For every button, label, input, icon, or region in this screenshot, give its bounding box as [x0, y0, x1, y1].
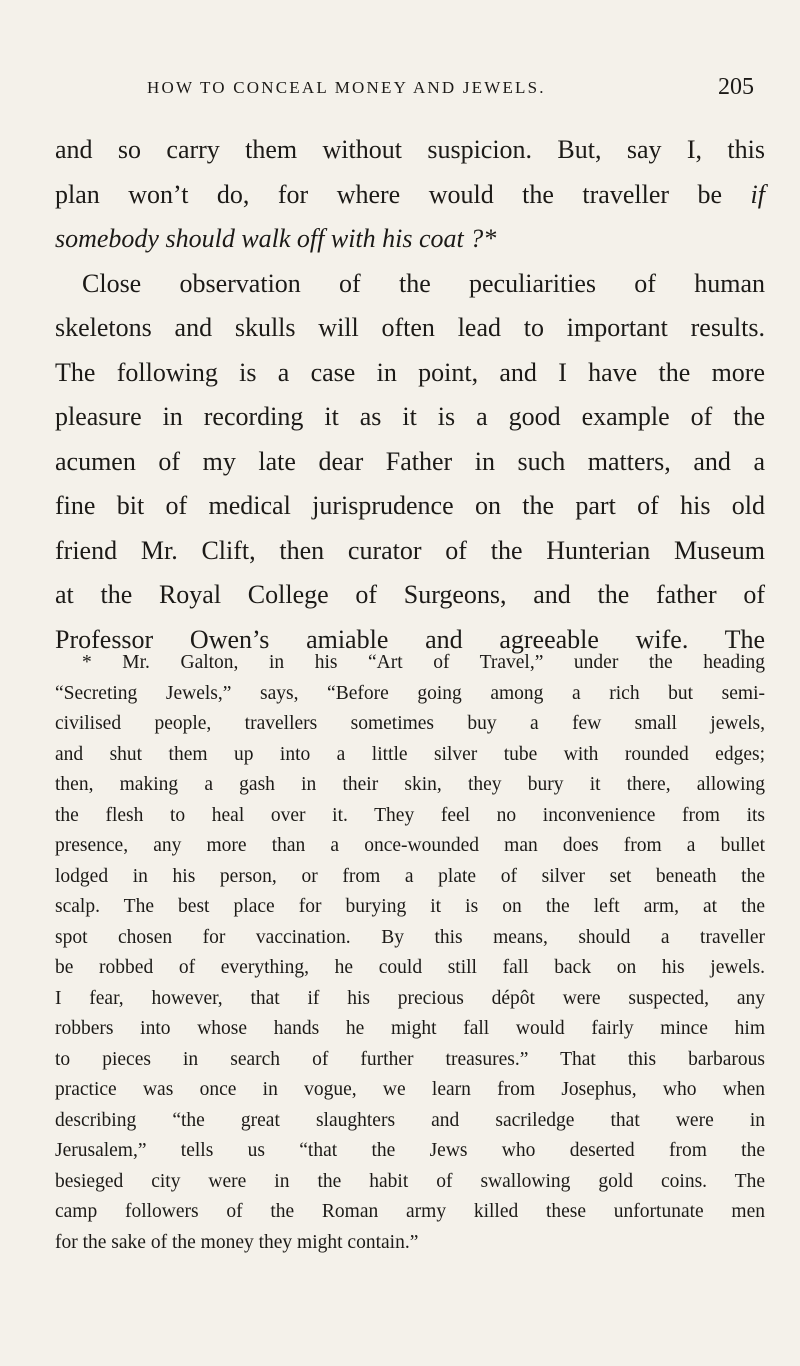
text-span: plan won’t do, for where would the traveller be	[55, 179, 723, 209]
footnote-line: I fear, however, that if his precious dépôt were suspected, any	[55, 987, 765, 1009]
footnote-line: to pieces in search of further treasures.” That this barbarous	[55, 1048, 765, 1070]
footnote-line: * Mr. Galton, in his “Art of Travel,” under the heading	[82, 652, 765, 673]
main-text	[55, 128, 765, 662]
text-line: pleasure in recording it as it is a good example of the	[55, 402, 765, 431]
footnote-line: scalp. The best place for burying it is on the left arm, at the	[55, 896, 765, 917]
text-line: at the Royal College of Surgeons, and the father of	[55, 580, 765, 609]
text-line: acumen of my late dear Father in such matters, and a	[55, 446, 765, 476]
footnote-line: camp followers of the Roman army killed these unfortunate men	[55, 1201, 765, 1222]
text-line: The following is a case in point, and I have the more	[55, 357, 765, 387]
text-line: Professor Owen’s amiable and agreeable wife. The	[55, 624, 765, 654]
running-title: HOW TO CONCEAL MONEY AND JEWELS.	[147, 78, 546, 97]
footnote-line: civilised people, travellers sometimes buy a few small jewels,	[55, 713, 765, 734]
footnote-line: for the sake of the money they might contain.”	[55, 1231, 419, 1253]
footnote-line: be robbed of everything, he could still fall back on his jewels.	[55, 957, 765, 978]
text-line: and so carry them without suspicion. But, say I, this	[55, 135, 765, 164]
footnote-line: the flesh to heal over it. They feel no inconvenience from its	[55, 804, 765, 826]
text-line: fine bit of medical jurisprudence on the part of his old	[55, 491, 765, 520]
text-line: skeletons and skulls will often lead to important results.	[55, 313, 765, 342]
page-number: 205	[718, 74, 754, 100]
italic-text: somebody should walk off with his coat ?*	[55, 224, 497, 253]
footnote-line: besieged city were in the habit of swallowing gold coins. The	[55, 1170, 765, 1192]
footnote-line: robbers into whose hands he might fall would fairly mince him	[55, 1018, 765, 1039]
footnote-line: practice was once in vogue, we learn from Josephus, who when	[55, 1079, 765, 1100]
footnote-line: then, making a gash in their skin, they bury it there, allowing	[55, 774, 765, 795]
footnote-line: presence, any more than a once-wounded man does from a bullet	[55, 835, 765, 856]
footnote-line: describing “the great slaughters and sacriledge that were in	[55, 1109, 765, 1131]
footnote	[55, 648, 765, 1258]
footnote-line: Jerusalem,” tells us “that the Jews who deserted from the	[55, 1140, 765, 1161]
footnote-line: lodged in his person, or from a plate of silver set beneath the	[55, 865, 765, 887]
footnote-line: spot chosen for vaccination. By this means, should a traveller	[55, 926, 765, 948]
italic-text: if	[750, 179, 765, 209]
text-line	[55, 173, 765, 218]
footnote-line: and shut them up into a little silver tube with rounded edges;	[55, 743, 765, 765]
paragraph-start-line: Close observation of the peculiarities of human	[82, 268, 765, 298]
text-line	[55, 217, 765, 262]
text-line: friend Mr. Clift, then curator of the Hunterian Museum	[55, 535, 765, 565]
footnote-line: “Secreting Jewels,” says, “Before going among a rich but semi-	[55, 682, 765, 704]
running-head	[0, 76, 800, 106]
